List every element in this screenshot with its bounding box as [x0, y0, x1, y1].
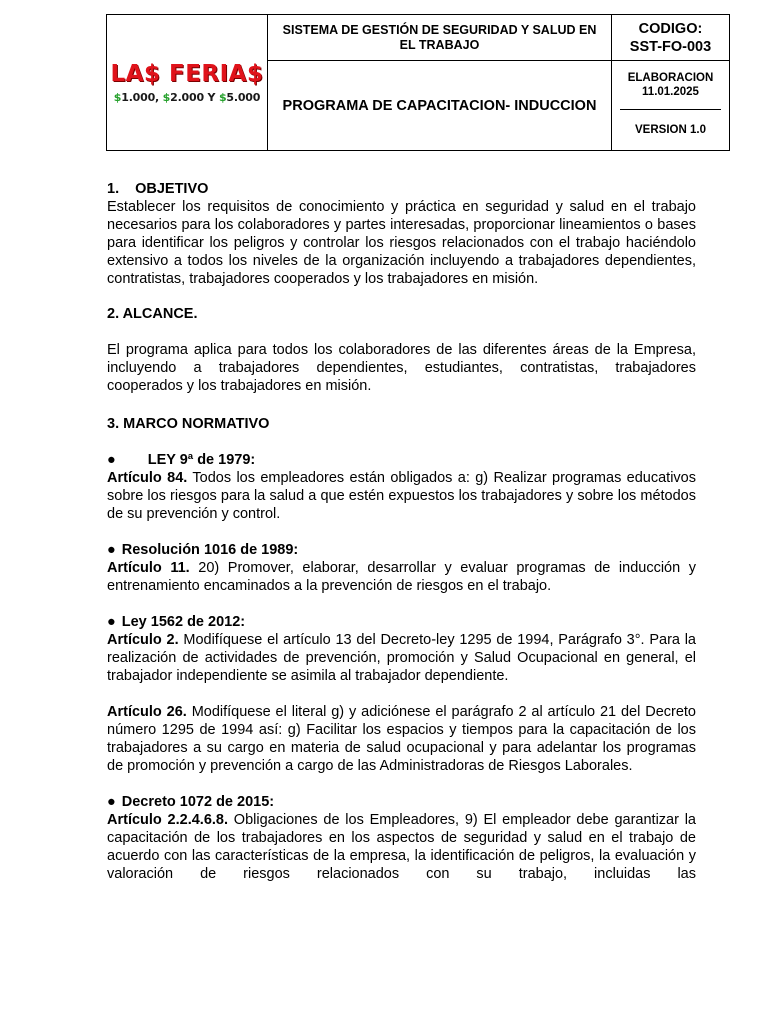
law-title: LEY 9ª de 1979: — [147, 452, 256, 468]
company-logo — [107, 15, 268, 150]
heading-number: 1. — [107, 181, 120, 197]
section-heading-objetivo — [107, 180, 696, 198]
logo-price-3: 5.000 — [226, 91, 261, 104]
article-paragraph — [107, 559, 696, 595]
heading-text: OBJETIVO — [135, 181, 209, 197]
article-text: 20) Promover, elaborar, desarrollar y evaluar programas de inducción y entrenamiento encaminados a la prevención de riesgos en el trabajo. — [107, 560, 696, 594]
article-number: Artículo 26. — [107, 704, 187, 720]
law-item-resolucion1016 — [107, 541, 696, 559]
elaboration-date: 11.01.2025 — [642, 86, 699, 98]
objetivo-paragraph: Establecer los requisitos de conocimiento y práctica en seguridad y salud en el trabajo necesarios para los colaboradores y partes interesadas, proporcionar lineamientos o bases para identificar los peligros y controlar los riesgos relacionados con el trabajo haciéndolo extensivo a todos los niveles de la organización incluyendo a trabajadores dependientes, contratistas, trabajadores cooperados y los trabajadores en misión. — [107, 199, 696, 287]
header-meta-cell — [612, 15, 729, 150]
article-text: Modifíquese el artículo 13 del Decreto-ley 1295 de 1994, Parágrafo 3°. Para la realización de actividades de prevención, promoción y Salud Ocupacional en general, el trabajador independiente se asimila al trabajador dependiente. — [107, 632, 696, 684]
article-number: Artículo 2. — [107, 632, 179, 648]
document-header — [106, 14, 730, 151]
law-item-ley1562 — [107, 613, 696, 631]
elaboration-box — [620, 61, 721, 110]
code-box — [612, 15, 729, 61]
article-paragraph — [107, 703, 696, 775]
program-title: PROGRAMA DE CAPACITACION- INDUCCION — [282, 97, 597, 114]
section-heading-marco: 3. MARCO NORMATIVO — [107, 416, 270, 432]
law-title: Ley 1562 de 2012: — [121, 614, 246, 630]
elaboration-label: ELABORACION — [627, 72, 714, 84]
article-text: Todos los empleadores están obligados a: g) Realizar programas educativos sobre los riesgos para la salud a que estén expuestos los trabajadores y sobre los métodos de su prevención y control. — [107, 470, 696, 522]
code-label: CODIGO: — [638, 20, 703, 37]
article-number: Artículo 11. — [107, 560, 190, 576]
article-paragraph — [107, 811, 696, 883]
logo-title: LA$ FERIA$ — [110, 61, 264, 87]
dollar-sign: $ — [218, 91, 227, 104]
header-title-cell — [268, 15, 612, 150]
law-item-ley9 — [107, 451, 696, 469]
law-item-decreto1072 — [107, 793, 696, 811]
article-text: Modifíquese el literal g) y adiciónese el parágrafo 2 al artículo 21 del Decreto número 1295 de 1994 así: g) Facilitar los espacios y tiempos para la capacitación de los trabajadores a su cargo en materia de salud ocupacional y para adelantar los programas de promoción y prevención a cargo de las Administradoras de Riesgos Laborales. — [107, 704, 696, 774]
alcance-paragraph: El programa aplica para todos los colaboradores de las diferentes áreas de la Empresa, incluyendo a trabajadores dependientes, estudiantes, contratistas, trabajadores cooperados y los trabajadores en misión. — [107, 342, 696, 394]
bullet-icon: ● — [107, 452, 116, 468]
logo-price-1: 1.000, — [121, 91, 163, 104]
bullet-icon: ● — [107, 794, 116, 810]
system-title: SISTEMA DE GESTIÓN DE SEGURIDAD Y SALUD EN EL TRABAJO — [268, 15, 611, 61]
dollar-sign: $ — [113, 91, 122, 104]
section-heading-alcance: 2. ALCANCE. — [107, 306, 198, 322]
document-body — [107, 180, 696, 883]
law-title: Decreto 1072 de 2015: — [121, 794, 275, 810]
bullet-icon: ● — [107, 614, 116, 630]
code-value: SST-FO-003 — [629, 38, 712, 55]
article-paragraph — [107, 469, 696, 523]
dollar-sign: $ — [162, 91, 171, 104]
article-number: Artículo 2.2.4.6.8. — [107, 812, 229, 828]
article-paragraph — [107, 631, 696, 685]
bullet-icon: ● — [107, 542, 116, 558]
law-title: Resolución 1016 de 1989: — [121, 542, 299, 558]
version-label: VERSION 1.0 — [635, 124, 706, 136]
logo-prices — [114, 91, 260, 104]
article-text: Obligaciones de los Empleadores, 9) El empleador debe garantizar la capacitación de los trabajadores en los aspectos de seguridad y salud en el trabajo de acuerdo con las características de la empresa, la identificación de peligros, la evaluación y valoración de riesgos relacionados con su trabajo, incluidas las — [107, 812, 696, 882]
article-number: Artículo 84. — [107, 470, 188, 486]
logo-price-2: 2.000 Y — [170, 91, 219, 104]
